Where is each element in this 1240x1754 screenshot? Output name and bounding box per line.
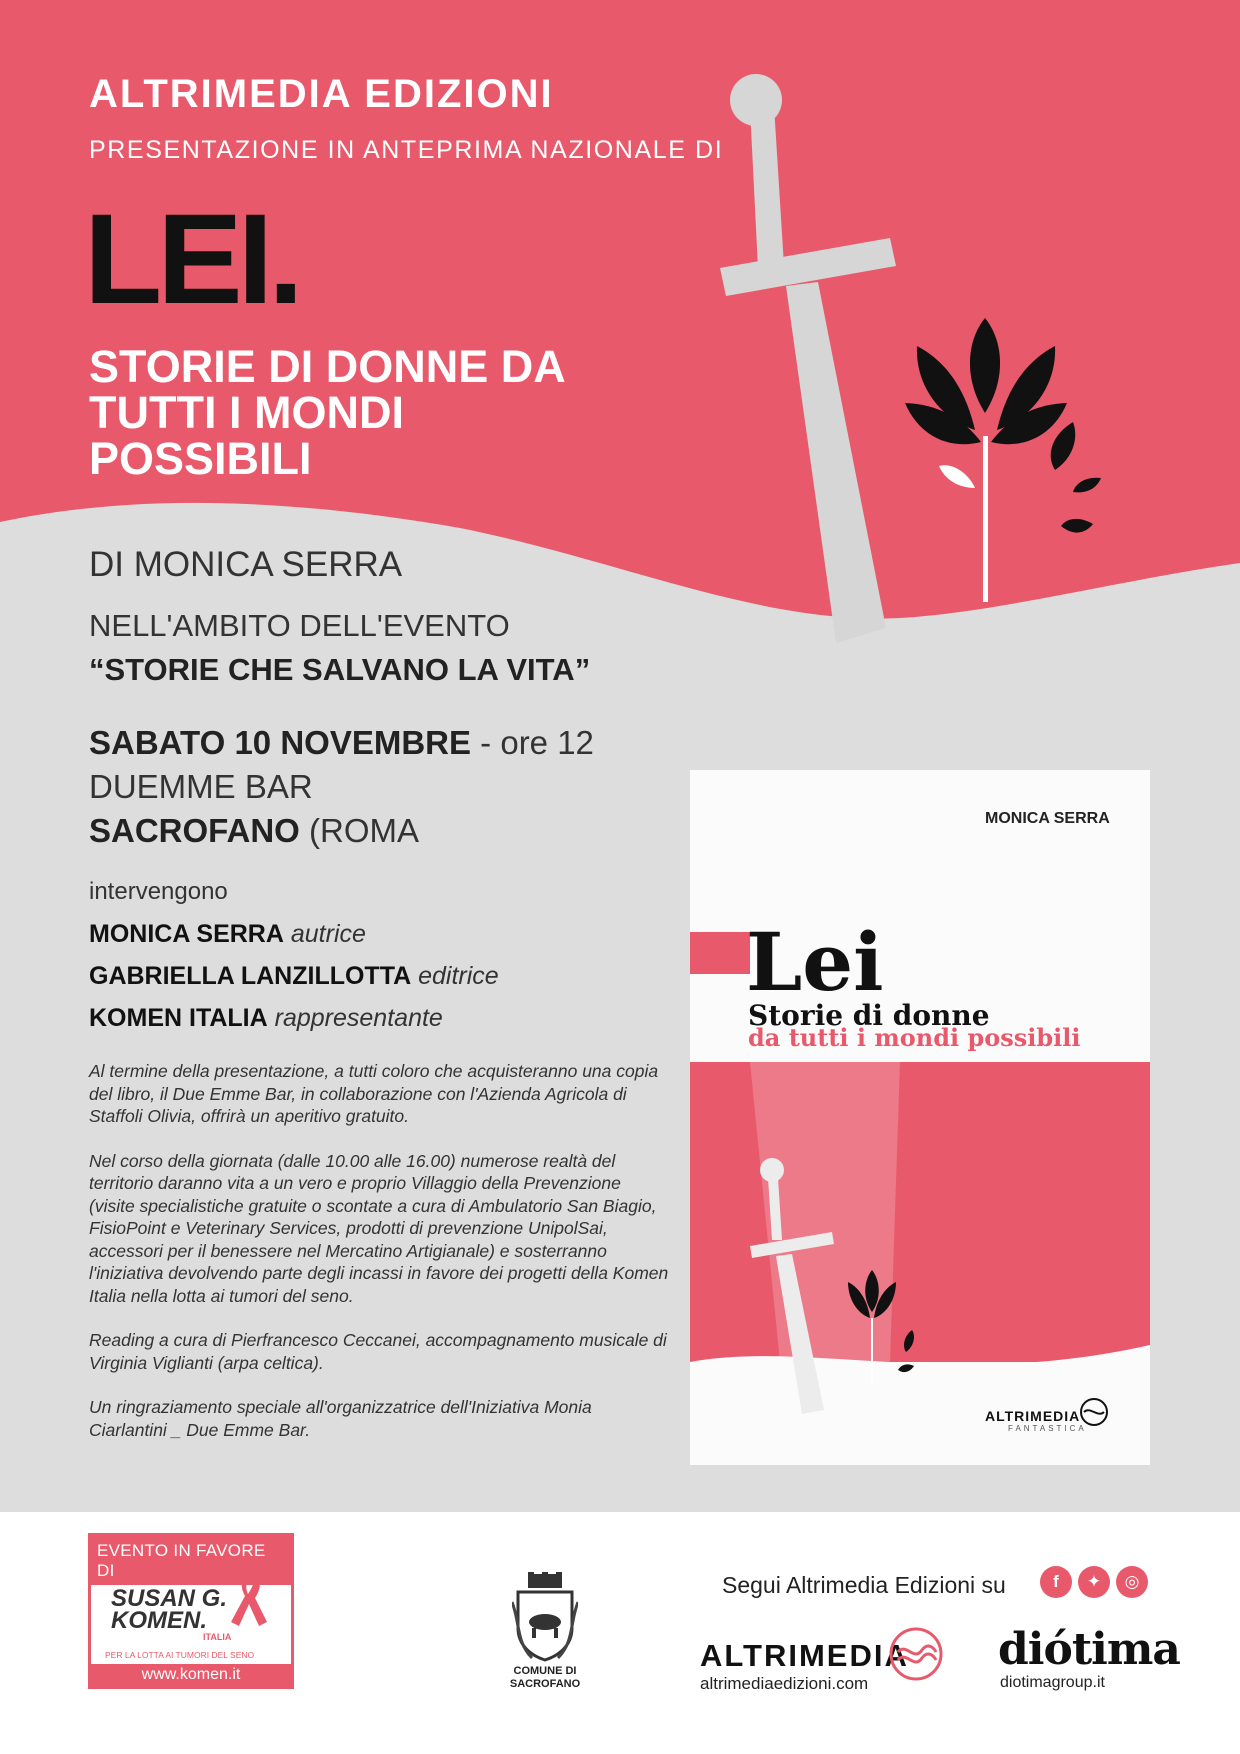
komen-name [111,1585,228,1634]
speaker-name: MONICA SERRA [89,920,284,948]
altrimedia-url[interactable]: altrimediaedizioni.com [700,1674,869,1693]
komen-country: ITALIA [203,1632,232,1642]
details-paragraph: Reading a cura di Pierfrancesco Ceccanei, accompagnamento musicale di Virginia Viglianti (arpa celtica). [89,1330,667,1373]
instagram-icon[interactable]: ◎ [1116,1566,1148,1598]
book-title-heading: LEI. [84,188,299,331]
event-details [89,1060,669,1463]
komen-url[interactable]: www.komen.it [91,1664,291,1686]
comune-label-line: SACROFANO [509,1678,581,1690]
komen-name-line: KOMEN. [111,1607,207,1634]
presentation-line: PRESENTAZIONE IN ANTEPRIMA NAZIONALE DI [89,136,724,164]
speaker-name: GABRIELLA LANZILLOTTA [89,962,412,990]
speaker-name: KOMEN ITALIA [89,1004,268,1032]
facebook-icon[interactable]: f [1040,1566,1072,1598]
coat-of-arms-icon [512,1572,578,1662]
komen-mission: PER LA LOTTA AI TUMORI DEL SENO [105,1650,255,1660]
book-author: MONICA SERRA [985,810,1110,827]
book-subtitle-heading: STORIE DI DONNE DA TUTTI I MONDI POSSIBILI [89,341,565,484]
book-cover [690,770,1150,1465]
comune-label [490,1665,600,1691]
speaker-role: rappresentante [274,1004,443,1032]
komen-header: EVENTO IN FAVORE DI [91,1536,291,1585]
pink-ribbon-icon [231,1570,271,1630]
region-text: (ROMA [299,812,420,849]
book-cover-subtitle: Storie di donne [748,999,990,1032]
komen-name-line: SUSAN G. [111,1585,228,1612]
event-date [89,724,594,762]
diotima-url[interactable]: diotimagroup.it [1000,1674,1105,1691]
date-text: SABATO 10 NOVEMBRE [89,724,472,761]
komen-badge [88,1533,294,1689]
author-line: DI MONICA SERRA [89,545,403,584]
book-cover-subtitle-2: da tutti i mondi possibili [748,1023,1081,1052]
speakers-intro: intervengono [89,878,228,905]
lotus-flower-icon [905,318,1135,618]
event-city [89,812,419,850]
speaker-item [89,962,499,991]
event-name: “STORIE CHE SALVANO LA VITA” [89,652,591,687]
publisher-name: ALTRIMEDIA EDIZIONI [89,72,554,116]
details-paragraph: Al termine della presentazione, a tutti coloro che acquisteranno una copia del libro, il Due Emme Bar, in collaborazione con l'Azienda Agricola di Staffoli Olivia, offrirà un aperitivo gratuito. [89,1061,659,1126]
speaker-role: autrice [290,920,366,948]
city-text: SACROFANO [89,812,300,849]
twitter-icon[interactable]: ✦ [1078,1566,1110,1598]
speaker-item [89,1004,443,1033]
book-publisher: ALTRIMEDIA [985,1408,1081,1424]
details-paragraph: Nel corso della giornata (dalle 10.00 alle 16.00) numerose realtà del territorio daranno vita a un vero e proprio Villaggio della Prevenzione (visite specialistiche gratuite o scontate a cura di Ambulatorio San Biagio, FisioPoint e Veterinary Services, prodotti di prevenzione UnipolSai, accessori per il benessere nel Mercatino Artigianale) e sosterranno l'iniziativa devolvendo parte degli incassi in favore dei progetti della Komen Italia nella lotta ai tumori del seno. [89,1150,669,1306]
book-cover-title: Lei [746,915,884,1009]
event-intro: NELL'AMBITO DELL'EVENTO [89,608,510,643]
speaker-item [89,920,366,949]
event-venue: DUEMME BAR [89,768,313,805]
book-series: FANTASTICA [1008,1424,1087,1433]
diotima-logo: diótima [998,1624,1180,1675]
follow-text: Segui Altrimedia Edizioni su [722,1572,1006,1598]
time-text: - ore 12 [471,724,594,761]
altrimedia-logo: ALTRIMEDIA [700,1638,909,1673]
altrimedia-wave-icon [888,1626,944,1682]
comune-label-line: COMUNE DI [513,1665,577,1677]
sword-icon [700,68,930,648]
speaker-role: editrice [418,962,499,990]
details-paragraph: Un ringraziamento speciale all'organizzatrice dell'Iniziativa Monia Ciarlantini _ Due Emme Bar. [89,1397,592,1440]
